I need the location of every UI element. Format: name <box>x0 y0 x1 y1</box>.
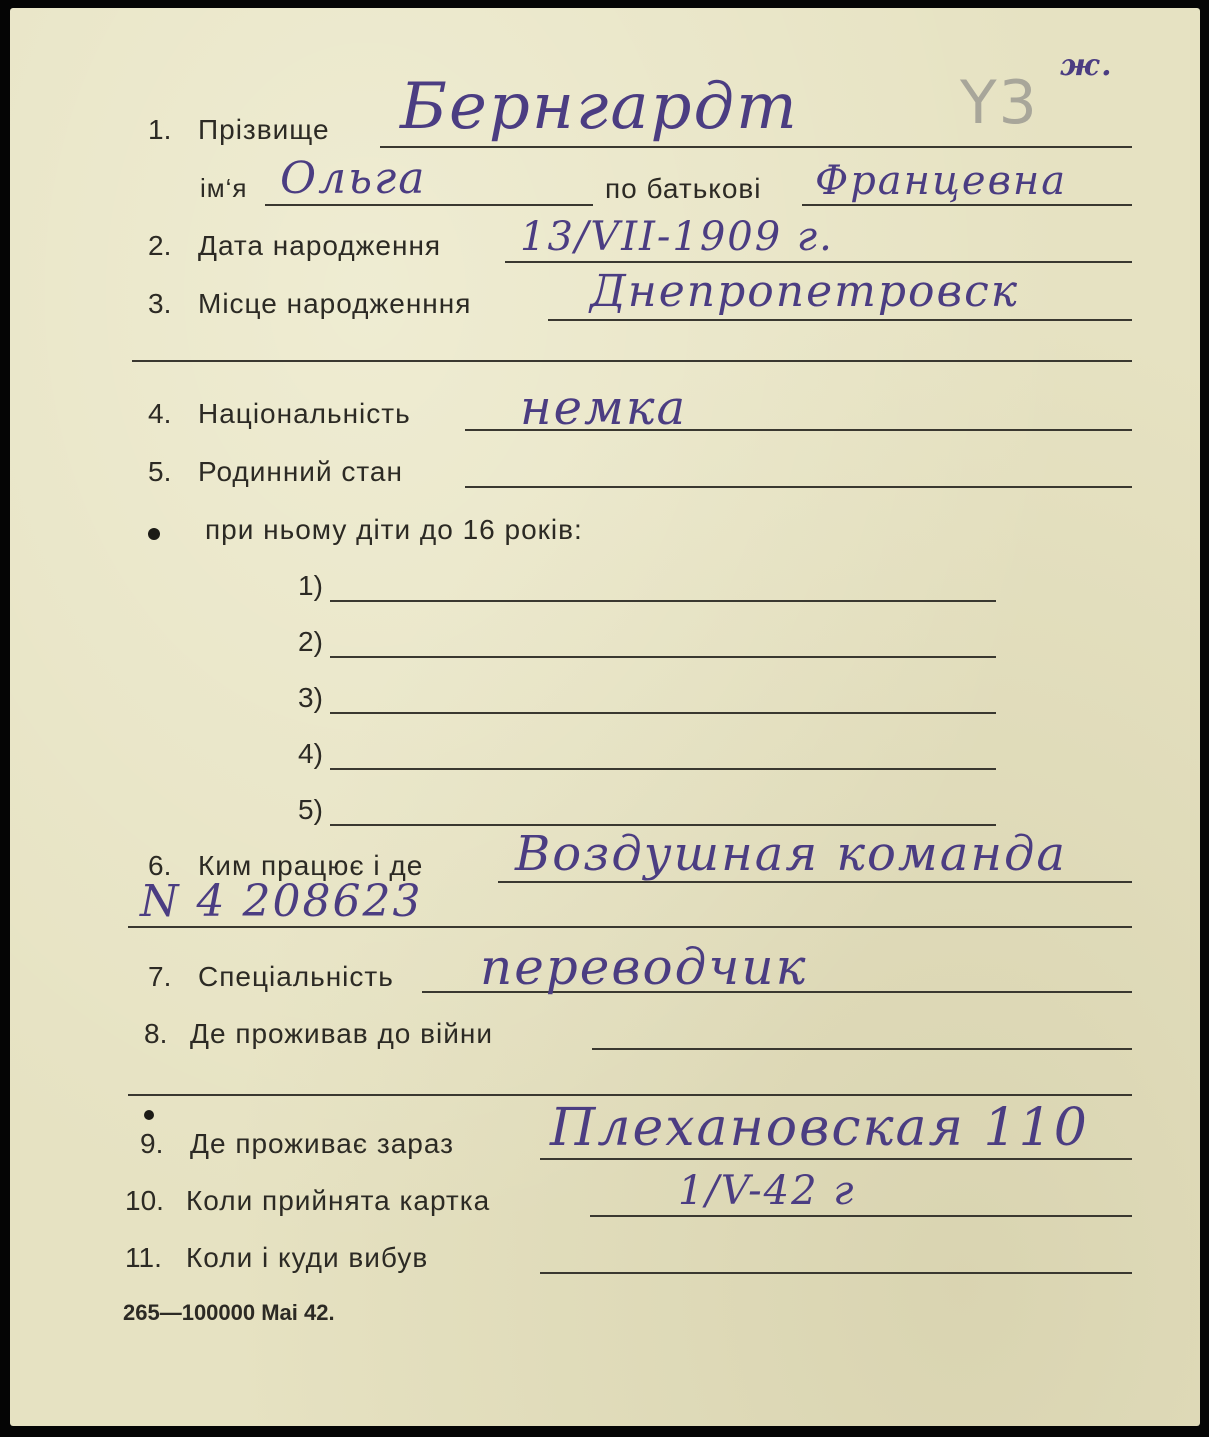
accepted-number: 10. <box>125 1185 164 1216</box>
birthplace-value: Днепропетровск <box>590 266 1020 317</box>
birthplace-number: 3. <box>148 288 172 319</box>
accepted-line <box>590 1215 1132 1217</box>
birthdate-value: 13/VII-1909 г. <box>520 214 834 260</box>
departed-line <box>540 1272 1132 1274</box>
employer-line-2 <box>128 926 1132 928</box>
accepted-value: 1/V-42 г <box>678 1168 856 1214</box>
surname-line <box>380 146 1132 148</box>
print-code: 265—100000 Mai 42. <box>123 1300 335 1325</box>
birthdate-line <box>505 261 1132 263</box>
prewar-label: Де проживав до війни <box>190 1018 493 1049</box>
birthplace-line-2 <box>132 360 1132 362</box>
child-2-line <box>330 656 996 658</box>
specialty-number: 7. <box>148 961 172 992</box>
child-4-line <box>330 768 996 770</box>
name-value: Ольга <box>280 153 427 204</box>
surname-number: 1. <box>148 114 172 145</box>
nationality-value: немка <box>520 380 688 436</box>
accepted-label: Коли прийнята картка <box>186 1185 491 1216</box>
family-label: Родинний стан <box>198 456 403 487</box>
name-label: ім‘я <box>200 173 248 203</box>
prewar-line-2 <box>128 1094 1132 1096</box>
patronym-line <box>802 204 1132 206</box>
employer-value: Воздушная команда <box>515 826 1067 882</box>
departed-label: Коли і куди вибув <box>186 1242 429 1273</box>
child-4-number: 4) <box>298 738 323 769</box>
children-label: при ньому діти до 16 років: <box>205 514 583 545</box>
departed-number: 11. <box>125 1242 162 1273</box>
birthplace-label: Місце народженння <box>198 288 472 319</box>
child-1-number: 1) <box>298 570 323 601</box>
birthdate-label: Дата народження <box>198 230 442 261</box>
current-value: Плехановская 110 <box>550 1098 1089 1158</box>
child-1-line <box>330 600 996 602</box>
current-label: Де проживає зараз <box>190 1128 454 1159</box>
patronym-label: по батькові <box>605 173 762 204</box>
surname-value: Бернгардт <box>400 70 799 144</box>
prewar-number: 8. <box>144 1018 168 1049</box>
surname-label: Прізвище <box>198 114 330 145</box>
current-number: 9. <box>140 1128 164 1159</box>
birthdate-number: 2. <box>148 230 172 261</box>
specialty-value: переводчик <box>480 938 808 996</box>
nationality-number: 4. <box>148 398 172 429</box>
birthplace-line <box>548 319 1132 321</box>
name-line <box>265 204 593 206</box>
current-line <box>540 1158 1132 1160</box>
specialty-label: Спеціальність <box>198 961 394 992</box>
child-2-number: 2) <box>298 626 323 657</box>
employer-value-2: N 4 208623 <box>140 876 423 927</box>
family-line <box>465 486 1132 488</box>
registration-card <box>10 8 1200 1426</box>
child-5-number: 5) <box>298 794 323 825</box>
child-3-number: 3) <box>298 682 323 713</box>
punch-hole-2 <box>144 1110 154 1120</box>
child-3-line <box>330 712 996 714</box>
nationality-label: Національність <box>198 398 411 429</box>
punch-hole <box>148 528 160 540</box>
corner-mark: ж. <box>1060 48 1114 83</box>
employer-label: Ким працює і де <box>198 850 424 881</box>
family-number: 5. <box>148 456 172 487</box>
pencil-mark: Y3 <box>960 68 1039 138</box>
prewar-line <box>592 1048 1132 1050</box>
patronym-value: Францевна <box>815 158 1068 204</box>
employer-number: 6. <box>148 850 172 881</box>
